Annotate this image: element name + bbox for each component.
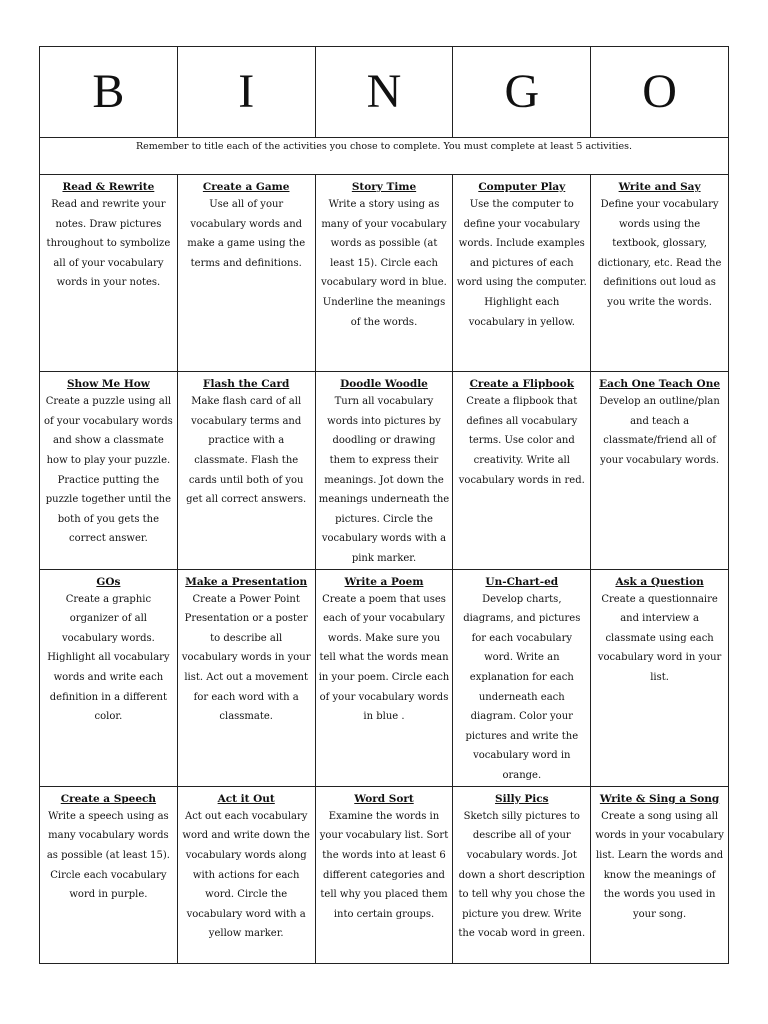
activity-title: Show Me How — [66, 378, 150, 391]
activity-description: Use all of your vocabulary words and make a game using the terms and definitions. — [187, 199, 306, 269]
activity-cell — [591, 372, 729, 569]
activity-title: Un-Chart-ed — [485, 575, 559, 588]
activity-cell — [453, 786, 591, 963]
activity-description: Write a story using as many of your vocabulary words as possible (at least 15). Circle each vocabulary word in blue. Underline the meanings of the words. — [321, 199, 447, 328]
activity-row-2 — [40, 372, 729, 569]
activity-title: Computer Play — [478, 181, 566, 194]
instruction-row — [40, 138, 729, 175]
activity-title: Create a Speech — [60, 792, 157, 805]
activity-title: Ask a Question — [615, 575, 704, 588]
activity-description: Act out each vocabulary word and write down the vocabulary words along with actions for each word. Circle the vocabulary word with a yellow marker. — [182, 810, 310, 940]
activity-description: Turn all vocabulary words into pictures by doodling or drawing them to express their meanings. Jot down the meanings underneath the pictures. Circle the vocabulary words with a pink marker. — [318, 396, 450, 564]
activity-cell — [315, 372, 453, 569]
activity-description: Define your vocabulary words using the textbook, glossary, dictionary, etc. Read the definitions out loud as you write the words. — [597, 199, 722, 309]
activity-cell — [177, 372, 315, 569]
header-letter-o — [591, 47, 729, 138]
activity-description: Develop an outline/plan and teach a classmate/friend all of your vocabulary words. — [599, 396, 720, 466]
activity-title: Doodle Woodle — [340, 378, 428, 391]
activity-description: Create a questionnaire and interview a classmate using each vocabulary word in your list. — [597, 593, 722, 684]
activity-description: Create a Power Point Presentation or a poster to describe all vocabulary words in your list. Act out a movement for each word with a classmate. — [181, 593, 311, 723]
header-letter-b — [40, 47, 178, 138]
header-letter-i — [177, 47, 315, 138]
activity-cell — [315, 175, 453, 372]
bingo-board — [39, 46, 729, 964]
activity-cell — [315, 569, 453, 786]
activity-title: Flash the Card — [203, 378, 290, 391]
instruction-text: Remember to title each of the activities you chose to complete. You must complete at least 5 activities. — [135, 141, 633, 153]
activity-title: Each One Teach One — [599, 378, 721, 391]
activity-row-3 — [40, 569, 729, 786]
activity-description: Develop charts, diagrams, and pictures for each vocabulary word. Write an explanation for each underneath each diagram. Color your pictures and write the vocabulary word in orange. — [463, 593, 581, 782]
activity-title: Make a Presentation — [185, 575, 308, 588]
activity-cell — [453, 569, 591, 786]
activity-cell — [177, 175, 315, 372]
activity-description: Create a puzzle using all of your vocabulary words and show a classmate how to play your puzzle. Practice putting the puzzle together until the both of you gets the correct answer. — [44, 396, 173, 545]
activity-cell — [591, 175, 729, 372]
letter: N — [366, 65, 402, 119]
activity-cell — [591, 786, 729, 963]
activity-cell — [40, 786, 178, 963]
activity-title: Silly Pics — [495, 792, 549, 805]
activity-cell — [315, 786, 453, 963]
activity-cell — [40, 175, 178, 372]
activity-cell — [453, 175, 591, 372]
activity-title: Write & Sing a Song — [599, 792, 720, 805]
activity-title: Story Time — [351, 181, 417, 194]
activity-cell — [453, 372, 591, 569]
activity-description: Write a speech using as many vocabulary words as possible (at least 15). Circle each vocabulary word in purple. — [46, 810, 170, 901]
activity-title: Write and Say — [618, 181, 701, 194]
activity-description: Create a graphic organizer of all vocabulary words. Highlight all vocabulary words and write each definition in a different color. — [47, 593, 170, 723]
activity-description: Examine the words in your vocabulary list. Sort the words into at least 6 different categories and tell why you placed them into certain groups. — [319, 810, 449, 920]
activity-row-4 — [40, 786, 729, 963]
header-letter-n — [315, 47, 453, 138]
activity-description: Use the computer to define your vocabulary words. Include examples and pictures of each word using the computer. Highlight each vocabulary in yellow. — [456, 199, 587, 328]
activity-description: Create a flipbook that defines all vocabulary terms. Use color and creativity. Write all vocabulary words in red. — [458, 396, 585, 486]
activity-description: Create a song using all words in your vocabulary list. Learn the words and know the meanings of the words you used in your song. — [595, 810, 724, 920]
activity-title: Create a Flipbook — [469, 378, 574, 391]
activity-title: Word Sort — [354, 792, 414, 805]
letter: G — [504, 65, 540, 119]
activity-cell — [177, 569, 315, 786]
activity-cell — [40, 372, 178, 569]
activity-description: Create a poem that uses each of your vocabulary words. Make sure you tell what the words mean in your poem. Circle each of your vocabulary words in blue . — [318, 593, 450, 723]
instruction-cell — [40, 138, 729, 175]
activity-title: Create a Game — [202, 181, 290, 194]
activity-cell — [591, 569, 729, 786]
activity-cell — [177, 786, 315, 963]
letter: I — [238, 65, 255, 119]
header-letter-g — [453, 47, 591, 138]
activity-cell — [40, 569, 178, 786]
activity-title: GOs — [96, 575, 121, 588]
activity-row-1 — [40, 175, 729, 372]
activity-description: Read and rewrite your notes. Draw pictures throughout to symbolize all of your vocabulary words in your notes. — [46, 199, 171, 289]
header-row — [40, 47, 729, 138]
activity-title: Write a Poem — [344, 575, 424, 588]
activity-title: Read & Rewrite — [62, 181, 155, 194]
letter: B — [92, 65, 125, 119]
letter: O — [642, 65, 677, 119]
activity-description: Make flash card of all vocabulary terms and practice with a classmate. Flash the cards until both of you get all correct answers. — [186, 396, 307, 506]
activity-title: Act it Out — [217, 792, 275, 805]
activity-description: Sketch silly pictures to describe all of your vocabulary words. Jot down a short description to tell why you chose the picture you drew. Write the vocab word in green. — [458, 810, 586, 940]
